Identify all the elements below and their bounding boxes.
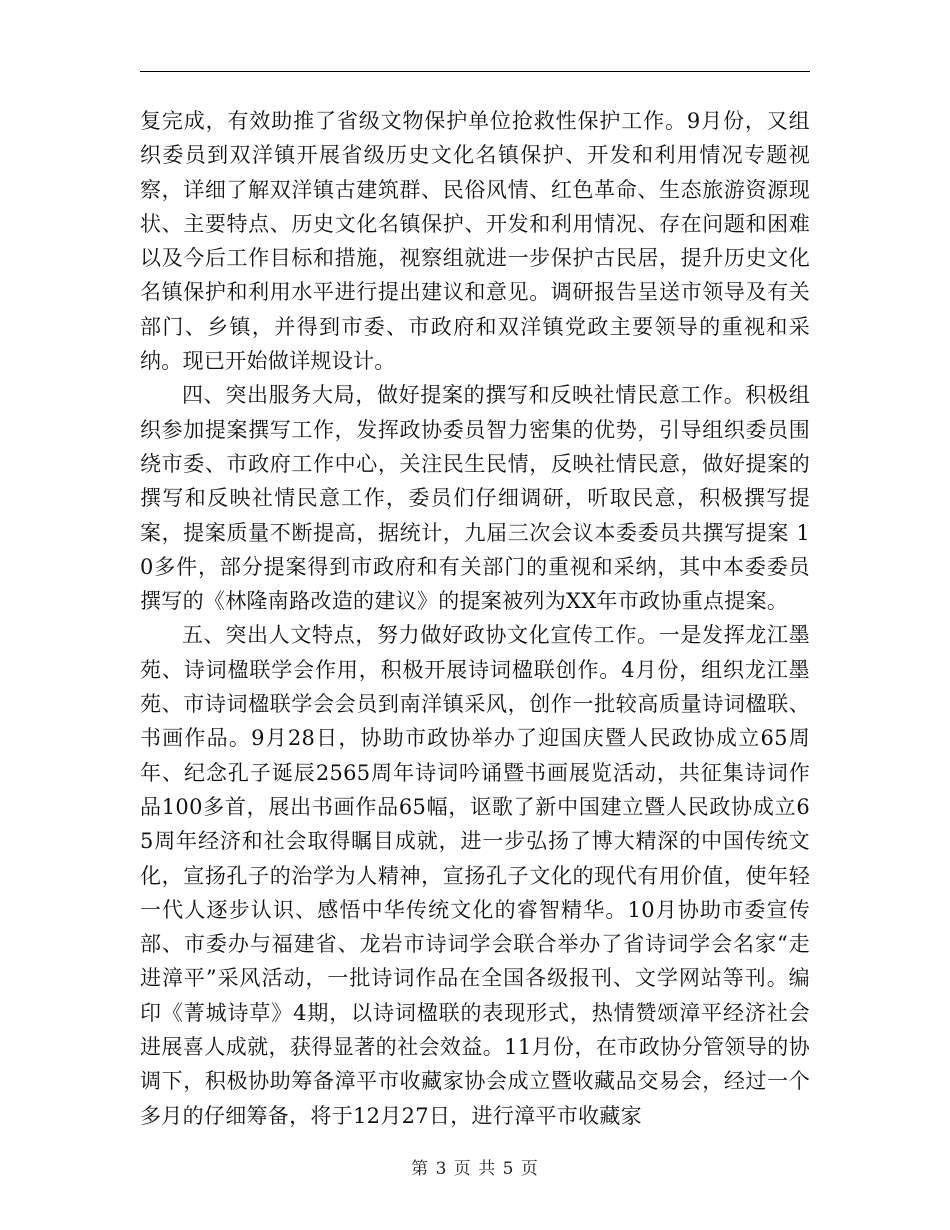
page-number-footer: 第 3 页 共 5 页	[411, 1159, 539, 1179]
document-body	[140, 104, 810, 1133]
header-rule	[140, 71, 810, 72]
paragraph-section-five: 五、突出人文特点，努力做好政协文化宣传工作。一是发挥龙江墨苑、诗词楹联学会作用，积极开展诗词楹联创作。4月份，组织龙江墨苑、市诗词楹联学会会员到南洋镇采风，创作一批较高质量诗词楹联、书画作品。9月28日，协助市政协举办了迎国庆暨人民政协成立65周年、纪念孔子诞辰2565周年诗词吟诵暨书画展览活动，共征集诗词作品100多首，展出书画作品65幅，讴歌了新中国建立暨人民政协成立65周年经济和社会取得瞩目成就，进一步弘扬了博大精深的中国传统文化，宣扬孔子的治学为人精神，宣扬孔子文化的现代有用价值，使年轻一代人逐步认识、感悟中华传统文化的睿智精华。10月协助市委宣传部、市委办与福建省、龙岩市诗词学会联合举办了省诗词学会名家“走进漳平”采风活动，一批诗词作品在全国各级报刊、文学网站等刊。编印《菁城诗草》4期，以诗词楹联的表现形式，热情赞颂漳平经济社会进展喜人成就，获得显著的社会效益。11月份，在市政协分管领导的协调下，积极协助筹备漳平市收藏家协会成立暨收藏品交易会，经过一个多月的仔细筹备，将于12月27日，进行漳平市收藏家	[140, 623, 810, 1128]
paragraph-continuation: 复完成，有效助推了省级文物保护单位抢救性保护工作。9月份，又组织委员到双洋镇开展省级历史文化名镇保护、开发和利用情况专题视察，详细了解双洋镇古建筑群、民俗风情、红色革命、生态旅游资源现状、主要特点、历史文化名镇保护、开发和利用情况、存在问题和困难以及今后工作目标和措施，视察组就进一步保护古民居，提升历史文化名镇保护和利用水平进行提出建议和意见。调研报告呈送市领导及有关部门、乡镇，并得到市委、市政府和双洋镇党政主要领导的重视和采纳。现已开始做详规设计。	[140, 109, 810, 374]
paragraph-section-four: 四、突出服务大局，做好提案的撰写和反映社情民意工作。积极组织参加提案撰写工作，发挥政协委员智力密集的优势，引导组织委员围绕市委、市政府工作中心，关注民生民情，反映社情民意，做好提案的撰写和反映社情民意工作，委员们仔细调研，听取民意，积极撰写提案，提案质量不断提高，据统计，九届三次会议本委委员共撰写提案 10多件，部分提案得到市政府和有关部门的重视和采纳，其中本委委员撰写的《林隆南路改造的建议》的提案被列为XX年市政协重点提案。	[140, 383, 810, 614]
